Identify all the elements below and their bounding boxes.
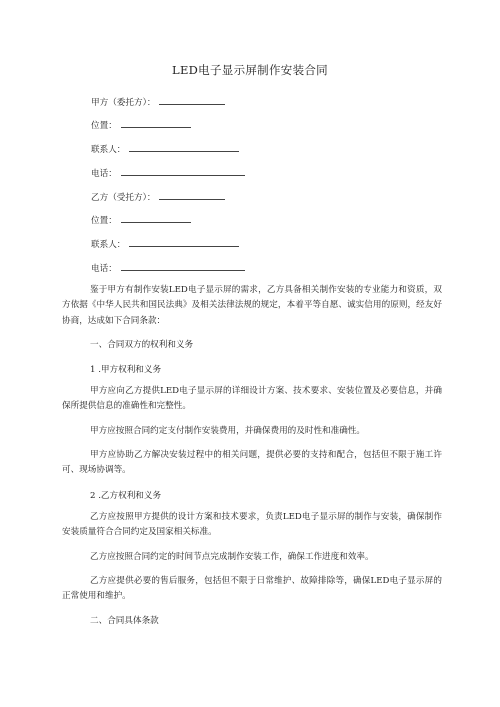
party-b-clause-1: 乙方应按照甲方提供的设计方案和技术要求，负责LED电子显示屏的制作与安装，确保制作安装质量符合合同约定及国家相关标准。 bbox=[62, 512, 442, 538]
party-a-phone-field bbox=[91, 166, 245, 179]
party-b-location-blank bbox=[121, 213, 191, 223]
party-a-contact-blank bbox=[129, 142, 239, 152]
party-a-clause-1: 甲方应向乙方提供LED电子显示屏的详细设计方案、技术要求、安装位置及必要信息，并确保所提供信息的准确性和完整性。 bbox=[62, 386, 442, 412]
party-a-location-blank bbox=[121, 118, 191, 128]
party-a-location-label: 位置： bbox=[91, 121, 117, 131]
party-b-phone-label: 电话： bbox=[91, 264, 117, 274]
party-b-blank bbox=[159, 190, 225, 200]
party-a-blank bbox=[159, 95, 225, 105]
party-b-contact-label: 联系人： bbox=[91, 240, 126, 250]
party-a-clause-3: 甲方应协助乙方解决安装过程中的相关问题，提供必要的支持和配合，包括但不限于施工许可、现场协调等。 bbox=[62, 450, 442, 476]
subsection-2-heading: 2 .乙方权利和义务 bbox=[90, 491, 162, 501]
party-a-location-field bbox=[91, 118, 191, 131]
section-1-heading: 一、合同双方的权利和义务 bbox=[90, 340, 194, 350]
party-b-contact-field bbox=[91, 237, 239, 250]
party-b-contact-blank bbox=[129, 237, 239, 247]
party-b-label: 乙方（受托方）： bbox=[91, 193, 156, 203]
party-a-contact-field bbox=[91, 142, 239, 155]
party-a-phone-label: 电话： bbox=[91, 169, 117, 179]
intro-paragraph: 鉴于甲方有制作安装LED电子显示屏的需求，乙方具备相关制作安装的专业能力和资质，双方依据《中华人民共和国民法典》及相关法律法规的规定，本着平等自愿、诚实信用的原则，经友好协商，达成如下合同条款： bbox=[62, 285, 442, 326]
party-b-location-label: 位置： bbox=[91, 216, 117, 226]
party-b-clause-3: 乙方应提供必要的售后服务，包括但不限于日常维护、故障排除等，确保LED电子显示屏的正常使用和维护。 bbox=[62, 576, 442, 602]
party-b-phone-field bbox=[91, 261, 245, 274]
party-a-field bbox=[91, 95, 225, 108]
section-2-heading: 二、合同具体条款 bbox=[90, 616, 159, 626]
party-b-phone-blank bbox=[121, 261, 245, 271]
party-b-location-field bbox=[91, 213, 191, 226]
party-a-contact-label: 联系人： bbox=[91, 145, 126, 155]
document-title: LED电子显示屏制作安装合同 bbox=[172, 63, 328, 77]
party-b-clause-2: 乙方应按照合同约定的时间节点完成制作安装工作，确保工作进度和效率。 bbox=[90, 552, 374, 562]
subsection-1-heading: 1 .甲方权利和义务 bbox=[90, 365, 162, 375]
party-a-clause-2: 甲方应按照合同约定支付制作安装费用，并确保费用的及时性和准确性。 bbox=[90, 426, 366, 436]
party-a-label: 甲方（委托方）： bbox=[91, 98, 156, 108]
party-b-field bbox=[91, 190, 225, 203]
party-a-phone-blank bbox=[121, 166, 245, 176]
